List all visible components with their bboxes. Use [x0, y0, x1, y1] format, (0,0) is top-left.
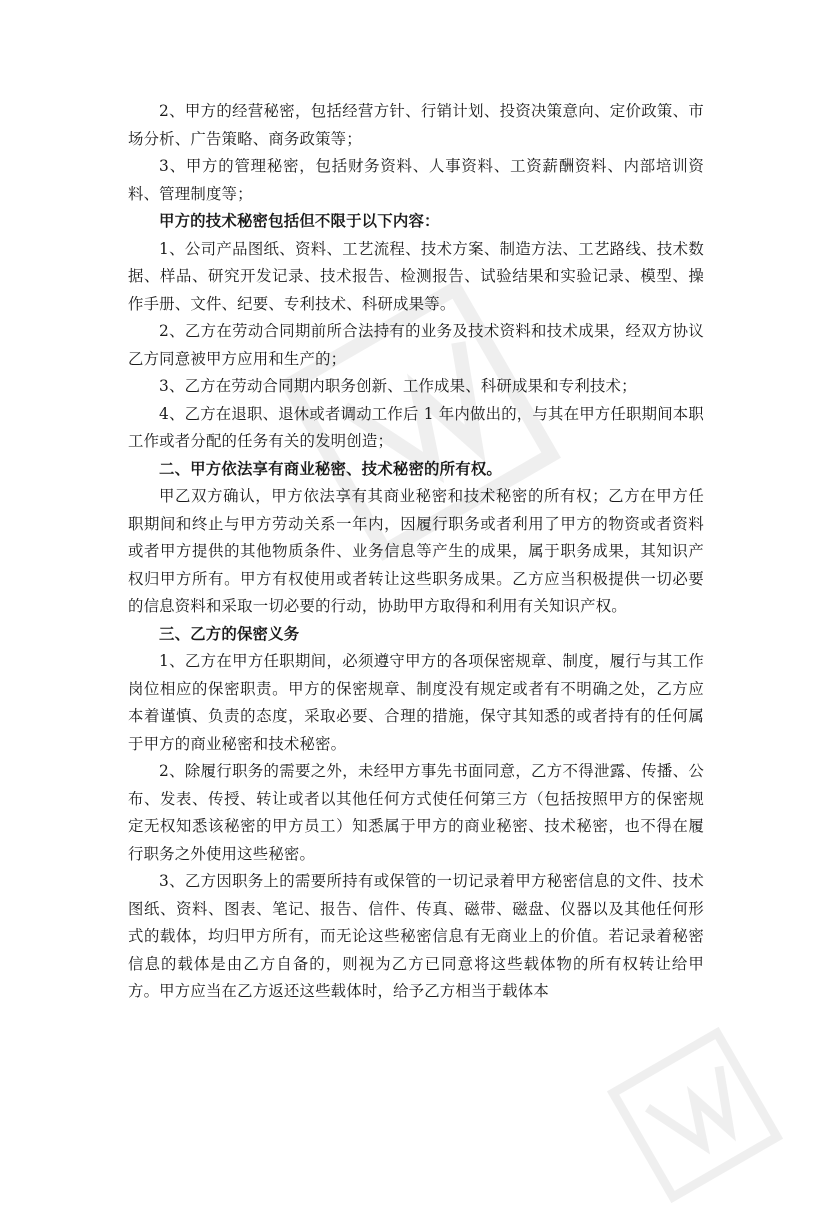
paragraph-obligation-1: 1、乙方在甲方任职期间，必须遵守甲方的各项保密规章、制度，履行与其工作岗位相应的保密职责。甲方的保密规章、制度没有规定或者有不明确之处，乙方应本着谨慎、负责的态度，采取必要、合理的措施，保守其知悉的或者持有的任何属于甲方的商业秘密和技术秘密。: [128, 652, 704, 753]
heading-section-2: 二、甲方依法享有商业秘密、技术秘密的所有权。: [159, 459, 502, 478]
paragraph-technical-secret-2: 2、乙方在劳动合同期前所合法持有的业务及技术资料和技术成果，经双方协议乙方同意被甲方应用和生产的；: [128, 322, 704, 368]
paragraph-ownership: 甲乙双方确认，甲方依法享有其商业秘密和技术秘密的所有权；乙方在甲方任职期间和终止与甲方劳动关系一年内，因履行职务或者利用了甲方的物资或者资料或者甲方提供的其他物质条件、业务信息等产生的成果，属于职务成果，其知识产权归甲方所有。甲方有权使用或者转让这些职务成果。乙方应当积极提供一切必要的信息资料和采取一切必要的行动，协助甲方取得和利用有关知识产权。: [128, 487, 704, 615]
watermark-icon: [593, 1013, 798, 1217]
document-body: [128, 98, 704, 1006]
heading-section-3: 三、乙方的保密义务: [159, 624, 300, 643]
paragraph-obligation-2: 2、除履行职务的需要之外，未经甲方事先书面同意，乙方不得泄露、传播、公布、发表、传授、转让或者以其他任何方式使任何第三方（包括按照甲方的保密规定无权知悉该秘密的甲方员工）知悉属于甲方的商业秘密、技术秘密，也不得在履行职务之外使用这些秘密。: [128, 762, 704, 863]
paragraph-business-secret-3: 3、甲方的管理秘密，包括财务资料、人事资料、工资薪酬资料、内部培训资料、管理制度等；: [128, 157, 704, 203]
paragraph-technical-secret-3: 3、乙方在劳动合同期内职务创新、工作成果、科研成果和专利技术；: [159, 377, 637, 395]
paragraph-technical-secret-4: 4、乙方在退职、退休或者调动工作后 1 年内做出的，与其在甲方任职期间本职工作或者分配的任务有关的发明创造；: [128, 404, 704, 450]
heading-technical-secrets: 甲方的技术秘密包括但不限于以下内容：: [159, 212, 440, 230]
paragraph-obligation-3: 3、乙方因职务上的需要所持有或保管的一切记录着甲方秘密信息的文件、技术图纸、资料、图表、笔记、报告、信件、传真、磁带、磁盘、仪器以及其他任何形式的载体，均归甲方所有，而无论这些秘密信息有无商业上的价值。若记录着秘密信息的载体是由乙方自备的，则视为乙方已同意将这些载体物的所有权转让给甲方。甲方应当在乙方返还这些载体时，给予乙方相当于载体本: [128, 872, 704, 1000]
paragraph-technical-secret-1: 1、公司产品图纸、资料、工艺流程、技术方案、制造方法、工艺路线、技术数据、样品、研究开发记录、技术报告、检测报告、试验结果和实验记录、模型、操作手册、文件、纪要、专利技术、科研成果等。: [128, 239, 704, 313]
paragraph-business-secret-2: 2、甲方的经营秘密，包括经营方针、行销计划、投资决策意向、定价政策、市场分析、广告策略、商务政策等；: [128, 102, 704, 148]
